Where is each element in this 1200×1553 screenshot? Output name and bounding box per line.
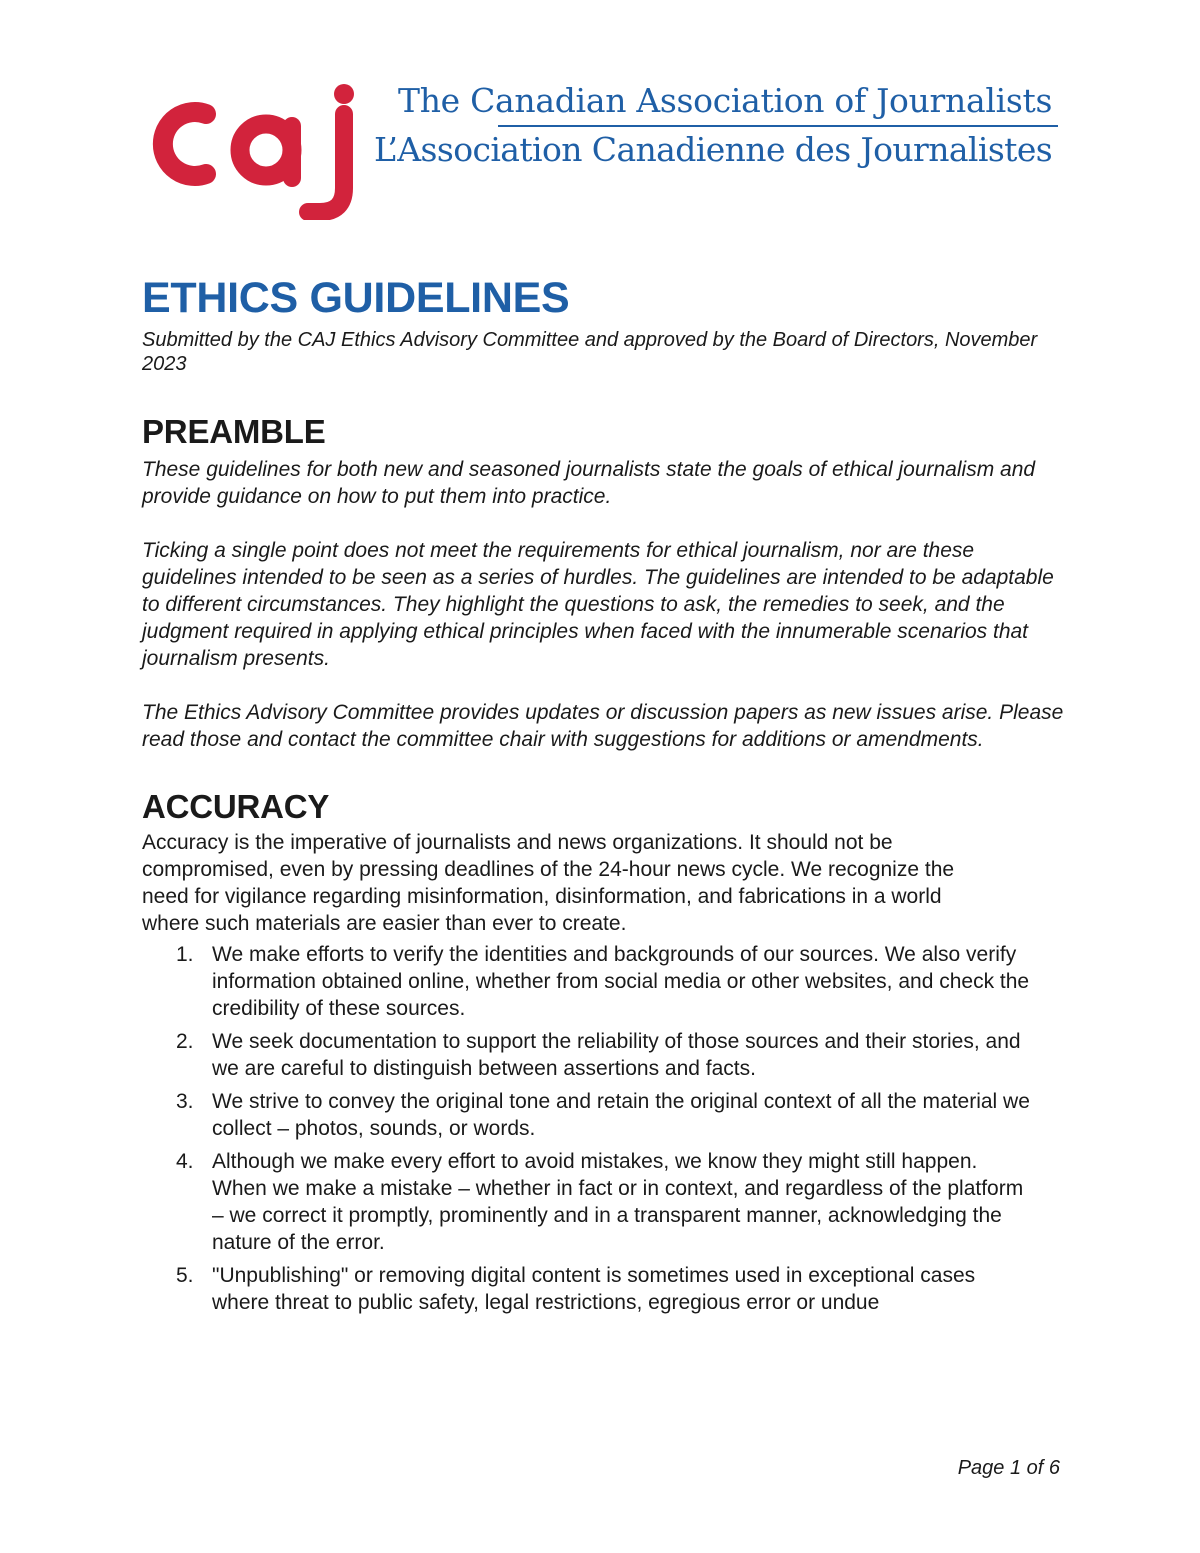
list-item: [142, 1028, 1032, 1082]
list-item-number: 5.: [176, 1264, 194, 1287]
list-item-text: Although we make every effort to avoid mistakes, we know they might still happen. When we make a mistake – whether in fact or in context, and regardless of the platform – we correct it promptly, prominently and in a transparent manner, acknowledging the nature of the error.: [212, 1150, 1024, 1254]
list-item-text: We strive to convey the original tone and retain the original context of all the material we collect – photos, sounds, or words.: [212, 1090, 1030, 1140]
caj-logo-mark: [140, 80, 370, 220]
document-subtitle: Submitted by the CAJ Ethics Advisory Committee and approved by the Board of Directors, November 2023: [142, 329, 1038, 375]
preamble-section: [142, 456, 1072, 753]
accuracy-list: [142, 941, 1072, 1316]
list-item-text: "Unpublishing" or removing digital content is sometimes used in exceptional cases where threat to public safety, legal restrictions, egregious error or undue: [212, 1264, 976, 1314]
preamble-paragraph: Ticking a single point does not meet the requirements for ethical journalism, nor are these guidelines intended to be seen as a series of hurdles. The guidelines are intended to be adaptable to different circumstances. They highlight the questions to ask, the remedies to seek, and the judgment required in applying ethical principles when faced with the innumerable scenarios that journalism presents.: [142, 539, 1054, 670]
list-item-number: 3.: [176, 1090, 194, 1113]
document-body: [142, 272, 1072, 1322]
list-item: [142, 941, 1032, 1022]
accuracy-heading: ACCURACY: [142, 788, 330, 825]
list-item-text: We seek documentation to support the reliability of those sources and their stories, and we are careful to distinguish between assertions and facts.: [212, 1030, 1021, 1080]
org-name-divider: [498, 125, 1058, 127]
preamble-paragraph: These guidelines for both new and seasoned journalists state the goals of ethical journalism and provide guidance on how to put them into practice.: [142, 458, 1036, 508]
list-item-number: 2.: [176, 1030, 194, 1053]
list-item-number: 1.: [176, 943, 194, 966]
accuracy-intro: Accuracy is the imperative of journalists and news organizations. It should not be compromised, even by pressing deadlines of the 24-hour news cycle. We recognize the need for vigilance regarding misinformation, disinformation, and fabrications in a world where such materials are easier than ever to create.: [142, 831, 955, 935]
org-names: [374, 81, 1078, 169]
list-item: [142, 1262, 1032, 1316]
page-number: Page 1 of 6: [957, 1457, 1060, 1479]
list-item-number: 4.: [176, 1150, 194, 1173]
list-item-text: We make efforts to verify the identities and backgrounds of our sources. We also verify information obtained online, whether from social media or other websites, and check the credibility of these sources.: [212, 943, 1030, 1020]
org-name-english: The Canadian Association of Journalists: [398, 81, 1053, 120]
preamble-paragraph: The Ethics Advisory Committee provides updates or discussion papers as new issues arise. Please read those and contact the committee chair with suggestions for additions or amendments.: [142, 701, 1064, 751]
org-name-french: L’Association Canadienne des Journalistes: [374, 129, 1053, 169]
list-item: [142, 1148, 1032, 1256]
document-title: ETHICS GUIDELINES: [142, 274, 570, 322]
preamble-heading: PREAMBLE: [142, 413, 326, 450]
list-item: [142, 1088, 1032, 1142]
header-logo: [140, 80, 1080, 220]
